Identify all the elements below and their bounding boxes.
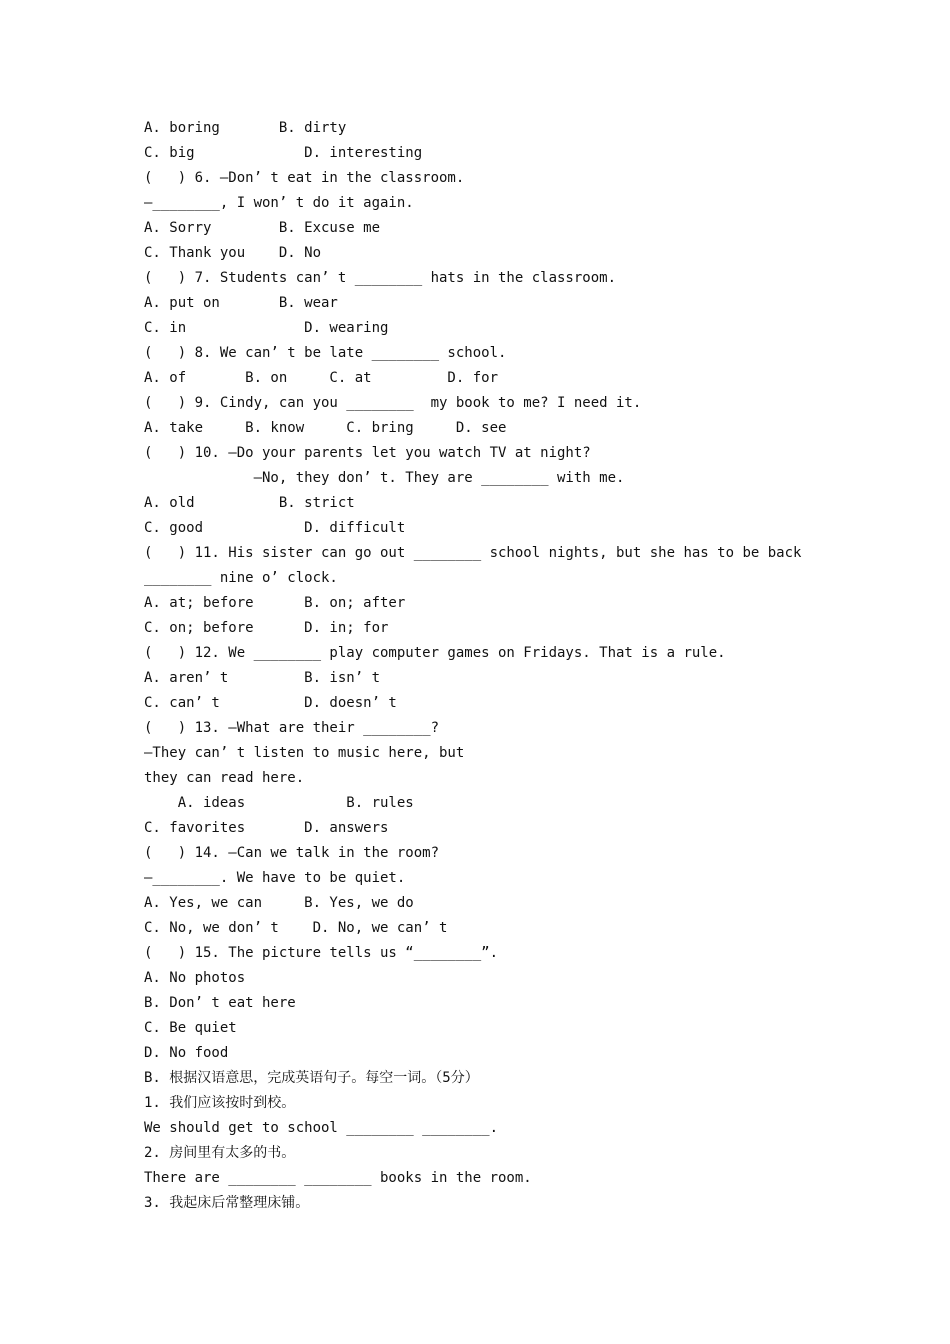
text-line: We should get to school ________ ________. [144,1120,499,1136]
text-line: A. take B. know C. bring D. see [144,420,507,436]
text-line: A. Yes, we can B. Yes, we do [144,895,414,911]
section-heading: B. 根据汉语意思，完成英语句子。每空一词。（5分） [144,1070,479,1086]
text-line: they can read here. [144,770,305,786]
text-line: C. big D. interesting [144,145,423,161]
text-line: D. No food [144,1045,229,1061]
text-line: C. can’ t D. doesn’ t [144,695,397,711]
text-line: A. ideas B. rules [144,795,414,811]
text-line: B. Don’ t eat here [144,995,296,1011]
text-line: A. old B. strict [144,495,355,511]
text-line: ( ) 12. We ________ play computer games on Fridays. That is a rule. [144,645,726,661]
text-line: A. aren’ t B. isn’ t [144,670,381,686]
text-line: C. No, we don’ t D. No, we can’ t [144,920,448,936]
text-line: —________, I won’ t do it again. [144,195,414,211]
text-line: 1. 我们应该按时到校。 [144,1095,296,1111]
text-line: C. on; before D. in; for [144,620,389,636]
text-line: A. Sorry B. Excuse me [144,220,381,236]
text-line: ( ) 8. We can’ t be late ________ school. [144,345,507,361]
text-line: ( ) 13. —What are their ________? [144,720,440,736]
text-line: C. good D. difficult [144,520,406,536]
text-line: —No, they don’ t. They are ________ with me. [144,470,625,486]
text-line: ( ) 6. —Don’ t eat in the classroom. [144,170,465,186]
text-line: —________. We have to be quiet. [144,870,406,886]
text-line: A. No photos [144,970,246,986]
text-line: A. put on B. wear [144,295,338,311]
text-line: C. favorites D. answers [144,820,389,836]
text-line: C. Thank you D. No [144,245,322,261]
text-line: ( ) 9. Cindy, can you ________ my book to me? I need it. [144,395,642,411]
text-line: ( ) 10. —Do your parents let you watch TV at night? [144,445,591,461]
text-line: ( ) 15. The picture tells us “________”. [144,945,499,961]
text-line: ( ) 7. Students can’ t ________ hats in the classroom. [144,270,617,286]
text-line: A. boring B. dirty [144,120,347,136]
text-line: —They can’ t listen to music here, but [144,745,465,761]
text-line: C. Be quiet [144,1020,237,1036]
text-line: ________ nine o’ clock. [144,570,338,586]
text-line: A. of B. on C. at D. for [144,370,499,386]
text-line: ( ) 14. —Can we talk in the room? [144,845,440,861]
text-line: C. in D. wearing [144,320,389,336]
text-line: 2. 房间里有太多的书。 [144,1145,296,1161]
text-line: There are ________ ________ books in the room. [144,1170,532,1186]
text-line: 3. 我起床后常整理床铺。 [144,1195,310,1211]
text-line: ( ) 11. His sister can go out ________ school nights, but she has to be back [144,545,802,561]
text-line: A. at; before B. on; after [144,595,406,611]
